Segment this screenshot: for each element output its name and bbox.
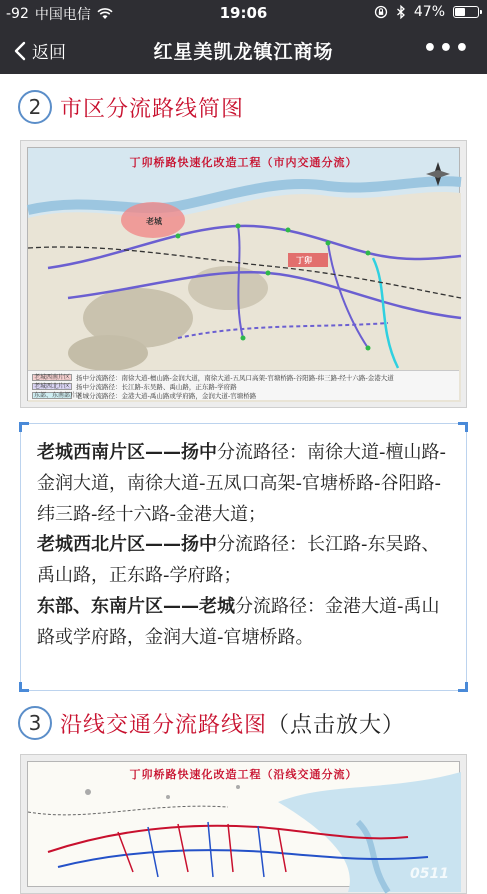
- section-title: 市区分流路线简图: [60, 96, 245, 122]
- more-menu-button[interactable]: •••: [422, 36, 471, 61]
- route-path: 南徐大道-檀山路-金润大道，南徐大道-五凤口高架-官塘桥路-谷阳路-纬三路-经十六路-金港大道；: [37, 442, 446, 525]
- legend-row: [32, 373, 394, 382]
- battery-icon: [453, 6, 479, 18]
- corner-decoration: [19, 682, 29, 692]
- legend-text: 扬中分流路径：长江路-东吴路、禹山路，正东路-学府路: [76, 383, 237, 391]
- map-label-old-city: 老城: [146, 217, 162, 226]
- map-heading: 丁卯桥路快速化改造工程（沿线交通分流）: [129, 768, 358, 781]
- watermark-logo: 0511: [410, 866, 449, 882]
- status-time: 19:06: [219, 4, 268, 22]
- carrier-name: 中国电信: [34, 7, 91, 23]
- route-list: [37, 438, 451, 654]
- legend-row: [32, 391, 256, 400]
- map-frame: [27, 147, 460, 401]
- route-item: [37, 534, 440, 586]
- section-number: 2: [18, 90, 52, 124]
- back-label: 返回: [32, 43, 66, 63]
- battery-level: [455, 8, 465, 16]
- legend-key: 老城西南片区: [34, 374, 71, 381]
- route-label: 分流路径：: [217, 442, 307, 463]
- rotation-lock-icon: [374, 5, 388, 19]
- route-description-box: [20, 423, 467, 691]
- legend-key: 老城西北片区: [34, 383, 71, 390]
- article-content[interactable]: [0, 74, 487, 882]
- legend-row: [32, 382, 237, 391]
- corner-decoration: [458, 682, 468, 692]
- signal-strength: -92: [6, 6, 29, 22]
- corner-decoration: [458, 422, 468, 432]
- nav-bar: [0, 26, 487, 74]
- section-3-header: [18, 706, 405, 740]
- map-heading: 丁卯桥路快速化改造工程（市内交通分流）: [129, 156, 358, 169]
- legend-text: 扬中分流路径：南徐大道-檀山路-金润大道，南徐大道-五凤口高架-官塘桥路-谷阳路-纬三路-经十六路-金港大道: [76, 374, 394, 382]
- status-bar: [0, 0, 487, 26]
- corridor-diversion-map[interactable]: [20, 754, 467, 894]
- route-path: 金港大道-禹山路或学府路，金润大道-官塘桥路。: [37, 595, 440, 648]
- route-label: 分流路径：: [217, 534, 307, 556]
- section-title-note: （点击放大）: [267, 712, 406, 738]
- section-number: 3: [18, 706, 52, 740]
- battery-percent: 47%: [413, 4, 445, 20]
- route-item: [37, 596, 440, 648]
- route-item: [37, 442, 446, 525]
- corner-decoration: [19, 422, 29, 432]
- route-label: 分流路径：: [235, 595, 325, 617]
- route-area: 东部、东南片区——老城: [37, 595, 235, 617]
- section-title-text: 沿线交通分流路线图: [60, 712, 268, 738]
- section-2-header: [18, 90, 244, 124]
- map-label-dingmao: 丁卯: [296, 256, 312, 265]
- route-area: 老城西南片区——扬中: [37, 442, 217, 463]
- route-path: 长江路-东吴路、禹山路，正东路-学府路；: [37, 534, 440, 587]
- city-diversion-map[interactable]: [20, 140, 467, 408]
- bluetooth-icon: [396, 5, 406, 19]
- legend-key: 东部、东南部片区: [34, 392, 83, 399]
- page-title: 红星美凯龙镇江商场: [153, 41, 334, 63]
- map-graphic: [28, 148, 461, 402]
- map-frame: [27, 761, 460, 887]
- legend-text: 老城分流路径：金港大道-禹山路或学府路，金润大道-官塘桥路: [76, 392, 257, 400]
- map-legend: [28, 370, 459, 400]
- route-area: 老城西北片区——扬中: [37, 534, 217, 556]
- section-title: [60, 708, 405, 739]
